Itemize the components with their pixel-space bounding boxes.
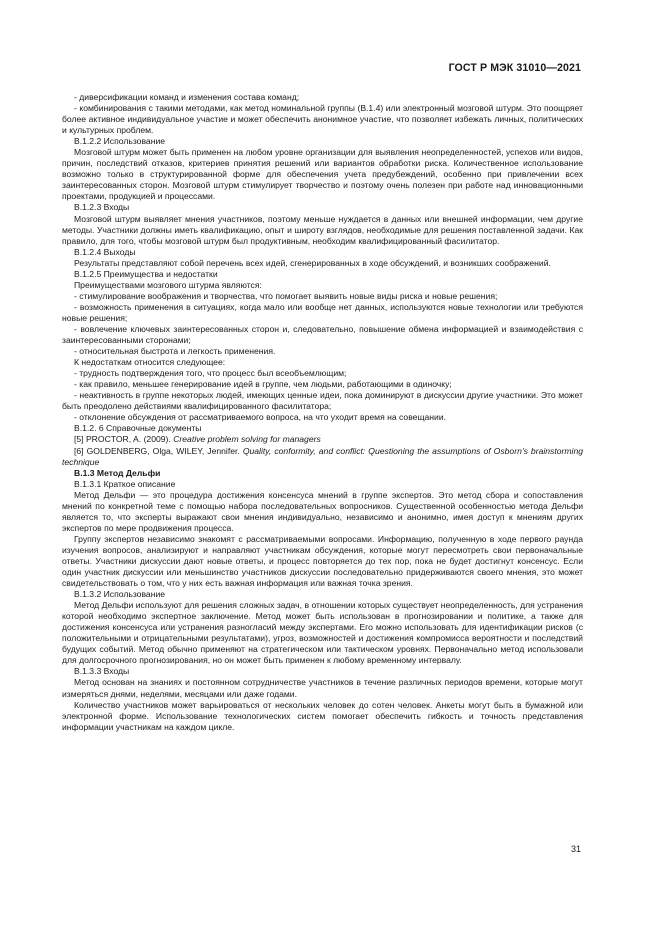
section-heading: B.1.2. 6 Справочные документы xyxy=(74,423,202,434)
document-body xyxy=(62,92,583,733)
paragraph: - как правило, меньшее генерирование идей в группе, чем людьми, работающими в одиночку; xyxy=(74,379,452,390)
section-heading: B.1.2.2 Использование xyxy=(74,136,166,147)
paragraph: - отклонение обсуждения от рассматриваемого вопроса, на что уходит время на совещании. xyxy=(74,412,447,423)
paragraph: Группу экспертов независимо знакомят с рассматриваемыми вопросами. Информацию, полученную в ходе первого раунда изучения вопросов, анализируют и направляют участникам обсуждения, которые могут пересмотреть свои первоначальные ответы. Участники дискуссии дают новые ответы, и процесс повторяется до тех пор, пока не будет достигнут консенсус. Если один участник дискуссии или меньшинство участников дискуссии последовательно придерживаются своего мнения, это может свидетельствовать о том, что у них есть важная информация или важная точка зрения. xyxy=(62,533,583,589)
section-heading: B.1.2.5 Преимущества и недостатки xyxy=(74,268,218,279)
reference-authors: [5] PROCTOR, A. (2009). xyxy=(74,434,174,445)
page-number: 31 xyxy=(570,844,581,854)
section-heading: Преимуществами мозгового штурма являются: xyxy=(74,279,262,290)
paragraph: Количество участников может варьироваться от нескольких человек до сотен человек. Анкеты могут быть в бумажной или электронной форме. Использование технологических систем помогает обеспечить гибкость и точность представления информации участникам на каждом цикле. xyxy=(62,699,583,732)
section-heading: B.1.3.2 Использование xyxy=(74,589,166,600)
paragraph: - возможность применения в ситуациях, когда мало или вообще нет данных, используются новые технологии или требуются новые решения; xyxy=(62,301,583,323)
reference-authors: [6] GOLDENBERG, Olga, WILEY, Jennifer. xyxy=(74,445,243,456)
paragraph: Метод основан на знаниях и постоянном сотрудничестве участников в течение различных периодов времени, которые могут измеряться днями, неделями, месяцами или даже годами. xyxy=(62,677,583,699)
paragraph: - стимулирование воображения и творчества, что помогает выявить новые виды риска и новые решения; xyxy=(74,290,498,301)
section-heading: B.1.2.4 Выходы xyxy=(74,246,136,257)
paragraph: - комбинирования с такими методами, как метод номинальной группы (B.1.4) или электронный мозговой штурм. Это поощряет более активное индивидуальное участие и может обеспечить анонимное участие, что позволяет избежать личных, политических и культурных проблем. xyxy=(62,103,583,136)
paragraph: Метод Дельфи — это процедура достижения консенсуса мнений в группе экспертов. Это метод сбора и сопоставления мнений по конкретной теме с помощью набора последовательных вопросников. Существенной особенностью метода Дельфи является то, что эксперты выражают свои мнения индивидуально, независимо и анонимно, имея доступ к мнениям других экспертов по мере продвижения процесса. xyxy=(62,489,583,533)
paragraph: Мозговой штурм может быть применен на любом уровне организации для выявления неопределенностей, успехов или видов, причин, последствий отказов, критериев принятия решений или вариантов обработки риска. Количественное использование возможно только в структурированной форме для обеспечения учета предубеждений, особенно при привлечении всех заинтересованных сторон. Мозговой штурм стимулирует творчество и поэтому очень полезен при работе над инновационными проектами, продукцией и процессами. xyxy=(62,147,583,202)
paragraph: - относительная быстрота и легкость применения. xyxy=(74,346,276,357)
reference-title: Quality, conformity, and conflict: Questioning the assumptions of Osborn’s brainstorming technique xyxy=(62,445,583,467)
paragraph: - диверсификации команд и изменения состава команд; xyxy=(74,92,300,102)
section-heading: B.1.3.1 Краткое описание xyxy=(74,478,176,489)
paragraph: Мозговой штурм выявляет мнения участников, поэтому меньше нуждается в данных или внешней информации, чем другие методы. Участники должны иметь квалификацию, опыт и широту взглядов, необходимые для решения поставленной задачи. Как правило, для того, чтобы мозговой штурм был продуктивным, необходим квалифицированный фасилитатор. xyxy=(62,213,583,246)
section-heading: B.1.2.3 Входы xyxy=(74,202,130,213)
reference-entry xyxy=(62,446,583,468)
section-title: B.1.3 Метод Дельфи xyxy=(74,467,161,478)
document-header: ГОСТ Р МЭК 31010—2021 xyxy=(448,62,581,74)
paragraph: - вовлечение ключевых заинтересованных сторон и, следовательно, повышение обмена информацией и взаимодействия с заинтересованными сторонами; xyxy=(62,323,583,346)
section-heading: К недостаткам относится следующее: xyxy=(74,357,226,368)
paragraph: - трудность подтверждения того, что процесс был всеобъемлющим; xyxy=(74,368,347,379)
reference-title: Creative problem solving for managers xyxy=(173,434,321,445)
section-heading: B.1.3.3 Входы xyxy=(74,666,130,677)
paragraph: Результаты представляют собой перечень всех идей, сгенерированных в ходе обсуждений, и возникших соображений. xyxy=(74,257,551,268)
reference-entry xyxy=(62,434,583,445)
paragraph: Метод Дельфи используют для решения сложных задач, в отношении которых существует неопределенность, для устранения которой необходимо экспертное заключение. Метод может быть использован в прогнозировании и политике, а также для достижения консенсуса или устранения разногласий между экспертами. Его можно использовать для идентификации рисков (с положительными и отрицательными результатами), угроз, возможностей и достижения компромисса вероятности и последствий будущих событий. Метод обычно применяют на стратегическом или тактическом уровнях. Первоначально метод использовали для долгосрочного прогнозирования, но он может быть применен к любому временному интервалу. xyxy=(62,600,583,666)
paragraph: - неактивность в группе некоторых людей, имеющих ценные идеи, пока доминируют в дискуссии другие участники. Это может быть преодолено действиями квалифицированного фасилитатора; xyxy=(62,390,583,412)
